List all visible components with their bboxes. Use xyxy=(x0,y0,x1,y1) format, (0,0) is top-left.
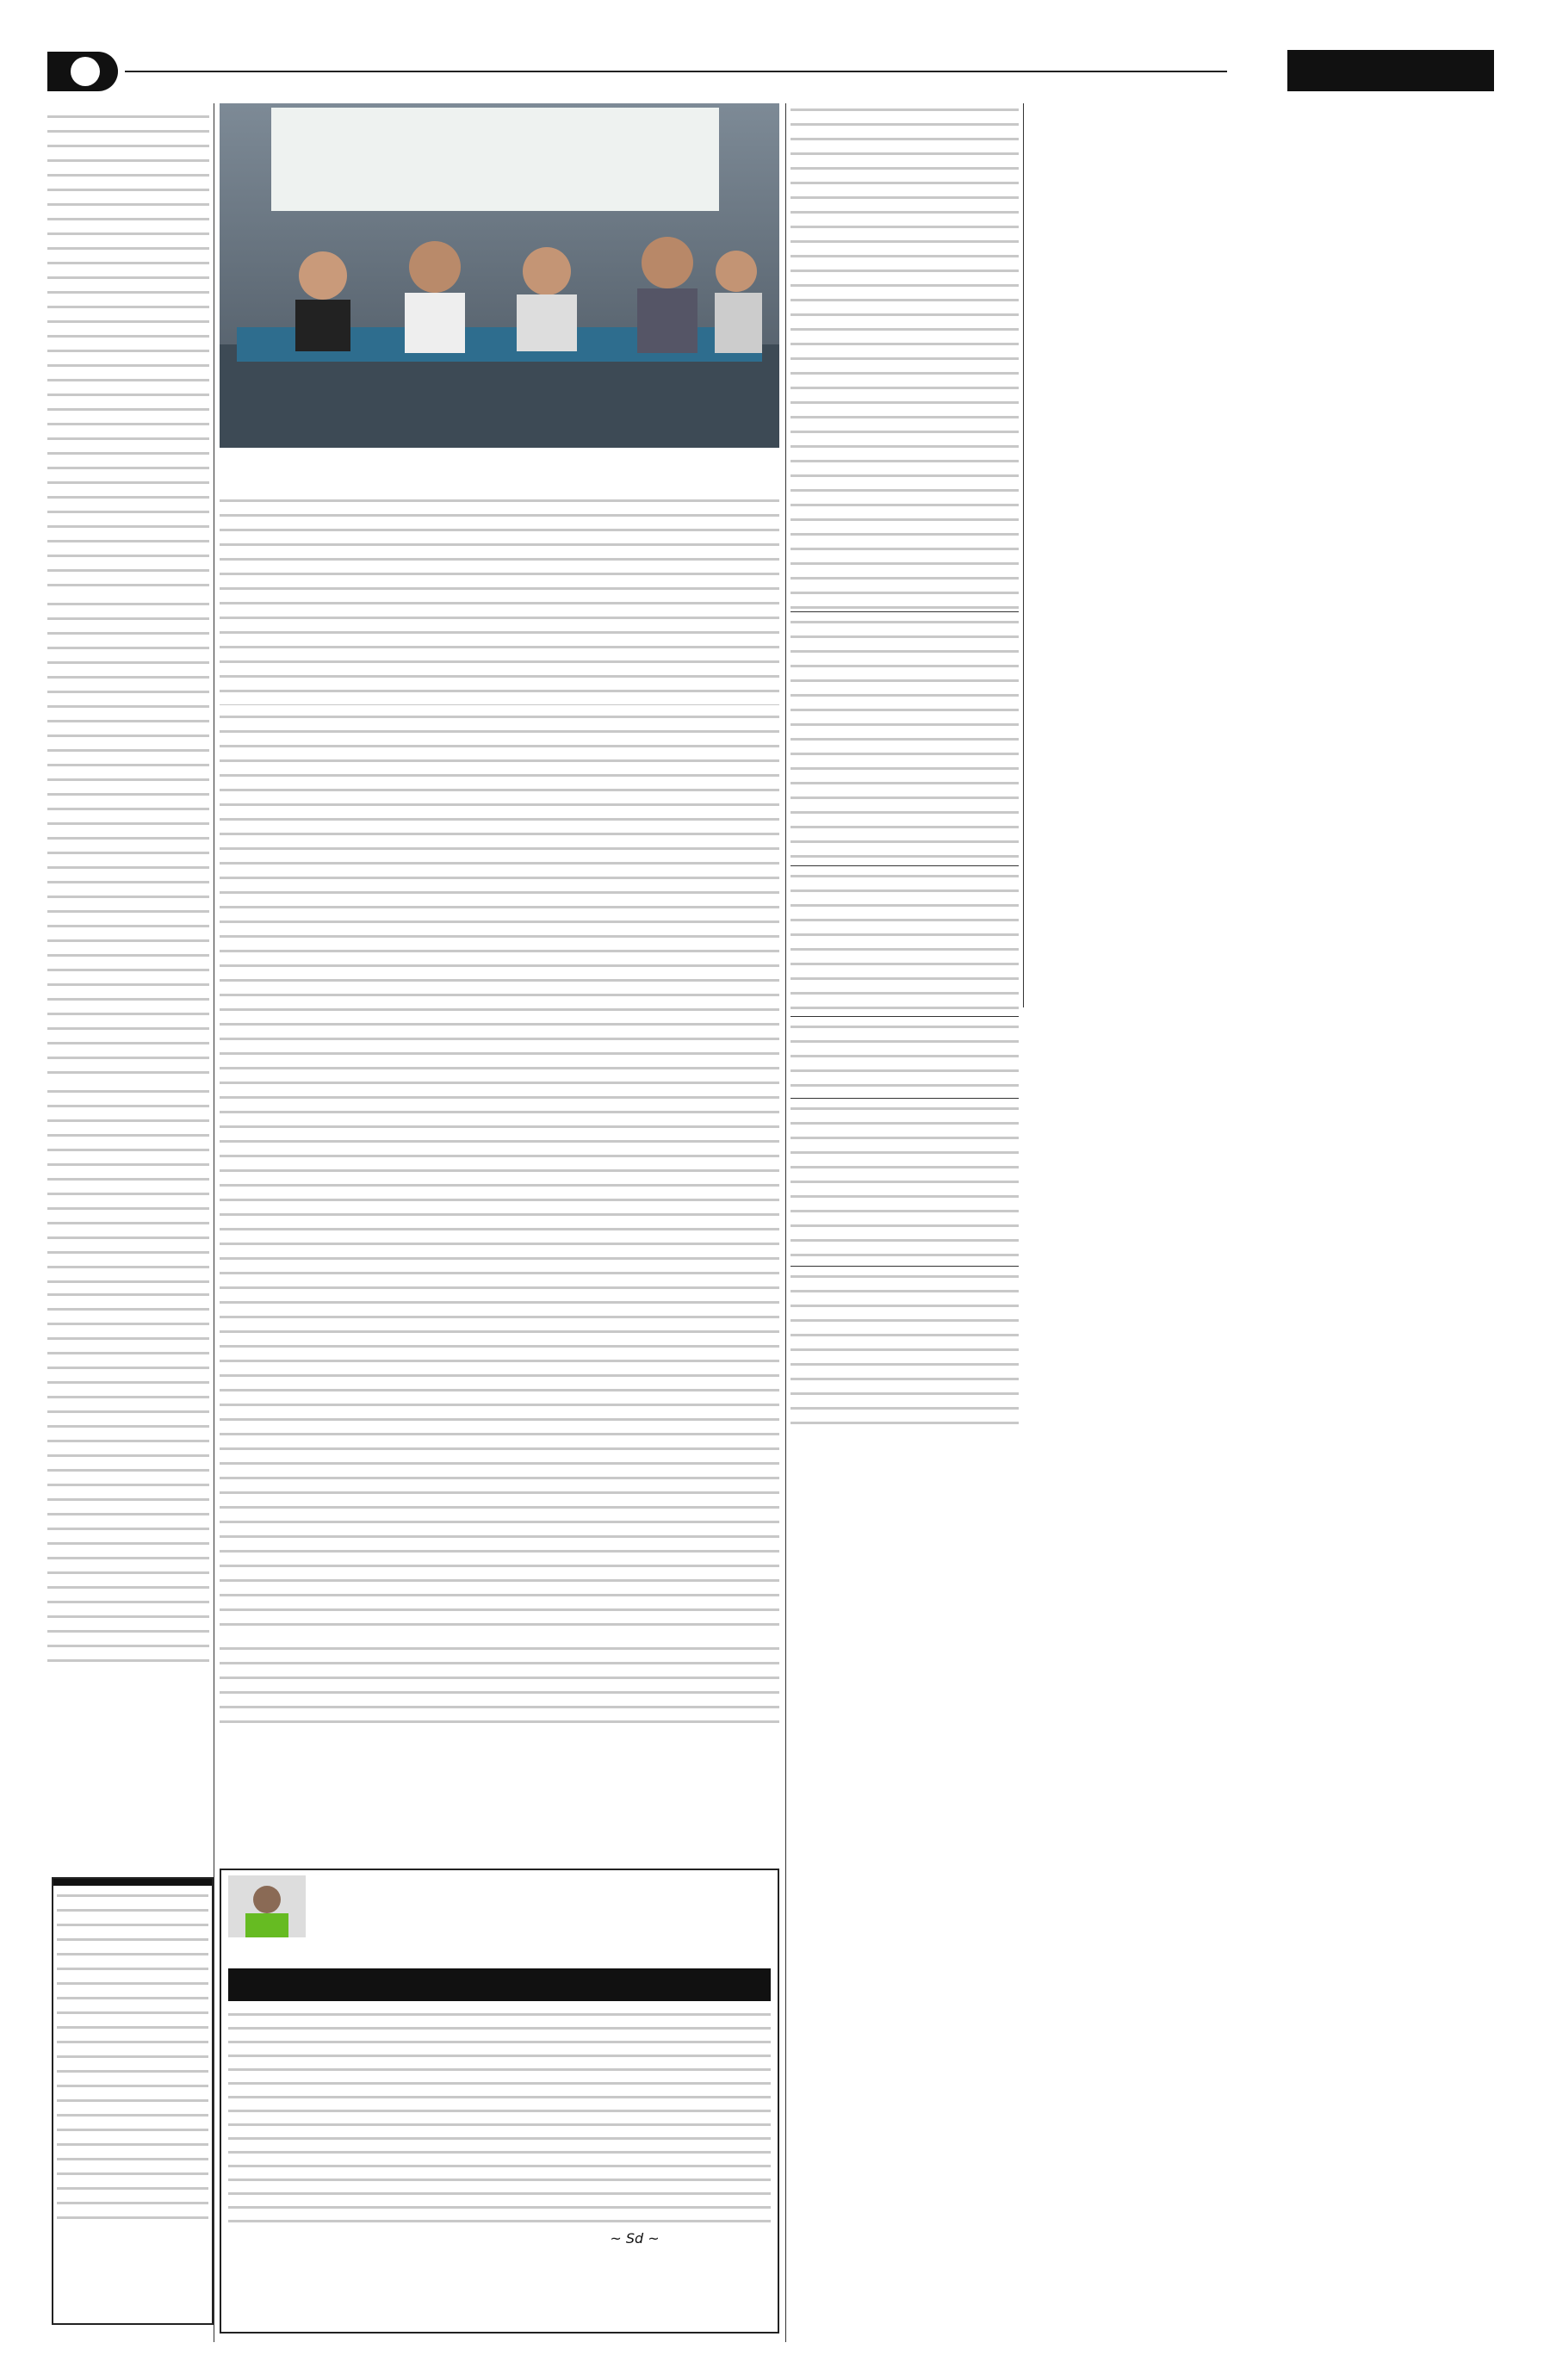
forest-tender-ad xyxy=(220,1869,779,2334)
article-body-text xyxy=(47,1288,209,1667)
article-body-text xyxy=(47,598,209,1080)
masthead xyxy=(47,50,1503,95)
article-body-text xyxy=(220,1267,779,1637)
article-body-text xyxy=(790,103,1019,611)
meeting-scene xyxy=(220,103,779,448)
news-photo xyxy=(220,103,779,448)
ad-body-text xyxy=(228,2008,771,2223)
page-number-badge xyxy=(47,52,118,91)
col3-main xyxy=(790,103,1019,1425)
article-body-text xyxy=(220,710,779,1261)
article-body-text xyxy=(220,1642,779,1724)
article-body-text xyxy=(220,494,779,705)
page-number-icon xyxy=(47,52,118,91)
article-body-text xyxy=(47,110,209,592)
ad-body-text xyxy=(57,1889,208,2225)
govt-ad-headline xyxy=(228,1968,771,2001)
left-recruitment-ad xyxy=(52,1877,214,2325)
masthead-rule xyxy=(125,71,1227,72)
left-column xyxy=(47,103,209,1877)
paper-name xyxy=(1287,50,1494,91)
pm-photo xyxy=(228,1875,306,1937)
article-body-text xyxy=(790,1020,1019,1098)
article-body-text xyxy=(790,1270,1019,1425)
column-rule xyxy=(1023,103,1024,1007)
portrait-icon xyxy=(228,1875,306,1937)
right-block xyxy=(1026,102,1509,2340)
signature-mark: ~ Sd ~ xyxy=(610,2230,660,2247)
column-rule xyxy=(785,103,786,2342)
article-body-text xyxy=(790,870,1019,1016)
govt-ad-signature xyxy=(505,2232,764,2246)
article-body-text xyxy=(790,1102,1019,1266)
paper-logo xyxy=(1244,50,1503,93)
article-body-text xyxy=(790,616,1019,865)
article-body-text xyxy=(47,1085,209,1283)
left-ad-title xyxy=(53,1879,212,1886)
middle-section xyxy=(220,491,779,1834)
